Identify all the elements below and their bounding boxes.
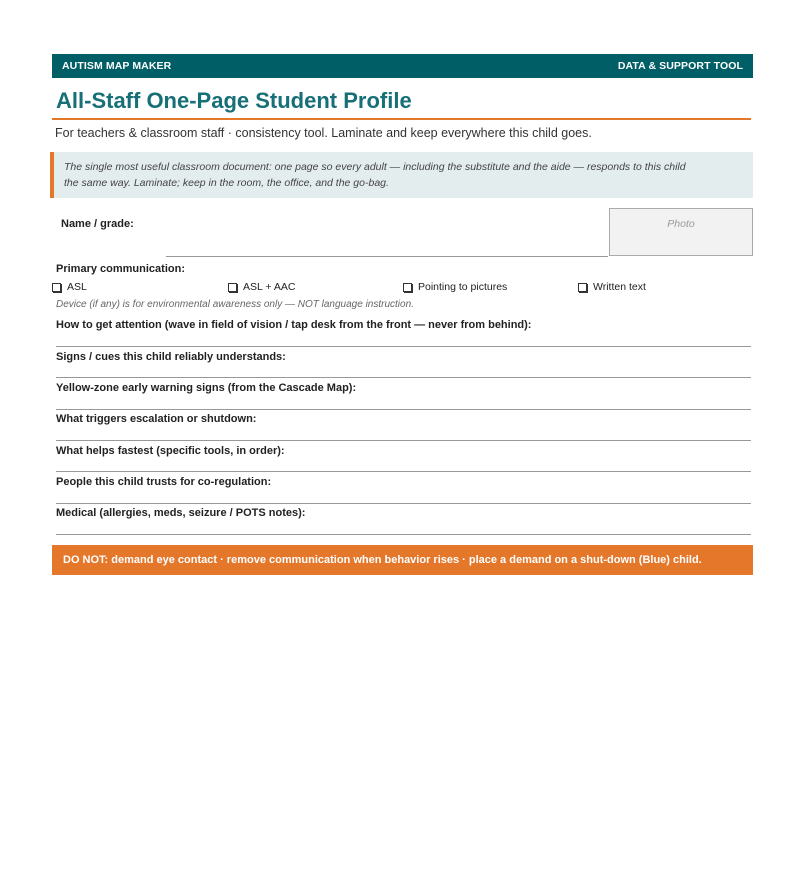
do-not-banner — [52, 545, 753, 575]
page-title: All-Staff One-Page Student Profile — [56, 88, 412, 113]
checkbox-icon[interactable] — [228, 283, 237, 292]
header-brand: AUTISM MAP MAKER — [62, 60, 172, 72]
field-helps-line[interactable] — [56, 471, 751, 472]
title-divider — [52, 118, 751, 120]
option-asl[interactable] — [52, 281, 87, 293]
field-attention-line[interactable] — [56, 346, 751, 347]
callout-line-2: the same way. Laminate; keep in the room, the office, and the go-bag. — [64, 177, 389, 189]
photo-placeholder: Photo — [667, 218, 695, 230]
option-label: Written text — [593, 281, 646, 293]
field-trusted-people-line[interactable] — [56, 503, 751, 504]
device-note: Device (if any) is for environmental awareness only — NOT language instruction. — [56, 299, 414, 310]
field-medical-label: Medical (allergies, meds, seizure / POTS notes): — [56, 507, 306, 519]
option-label: Pointing to pictures — [418, 281, 508, 293]
photo-box — [609, 208, 753, 256]
name-grade-field[interactable] — [166, 256, 608, 257]
primary-communication-label: Primary communication: — [56, 263, 185, 275]
field-helps-label: What helps fastest (specific tools, in order): — [56, 445, 285, 457]
name-grade-label: Name / grade: — [61, 218, 134, 230]
page-subtitle: For teachers & classroom staff · consistency tool. Laminate and keep everywhere this child goes. — [55, 126, 592, 140]
field-signs-line[interactable] — [56, 377, 751, 378]
checkbox-icon[interactable] — [52, 283, 61, 292]
field-medical-line[interactable] — [56, 534, 751, 535]
callout-line-1: The single most useful classroom document: one page so every adult — including the substitute and the aide — responds to this child — [64, 161, 686, 173]
do-not-text: DO NOT: demand eye contact · remove communication when behavior rises · place a demand on a shut-down (Blue) child. — [63, 554, 702, 566]
field-trusted-people-label: People this child trusts for co-regulation: — [56, 476, 272, 488]
option-written-text[interactable] — [578, 281, 646, 293]
checkbox-icon[interactable] — [578, 283, 587, 292]
field-yellow-zone-label: Yellow-zone early warning signs (from the Cascade Map): — [56, 382, 357, 394]
option-pointing-pictures[interactable] — [403, 281, 507, 293]
field-triggers-label: What triggers escalation or shutdown: — [56, 413, 257, 425]
header-tool-label: DATA & SUPPORT TOOL — [617, 60, 743, 72]
field-attention-label: How to get attention (wave in field of vision / tap desk from the front — never from behind): — [56, 319, 532, 331]
field-triggers-line[interactable] — [56, 440, 751, 441]
header-bar — [52, 54, 753, 78]
option-asl-aac[interactable] — [228, 281, 295, 293]
option-label: ASL — [67, 281, 87, 293]
intro-callout — [50, 152, 753, 198]
checkbox-icon[interactable] — [403, 283, 412, 292]
option-label: ASL + AAC — [243, 281, 296, 293]
field-signs-label: Signs / cues this child reliably understands: — [56, 351, 286, 363]
field-yellow-zone-line[interactable] — [56, 409, 751, 410]
